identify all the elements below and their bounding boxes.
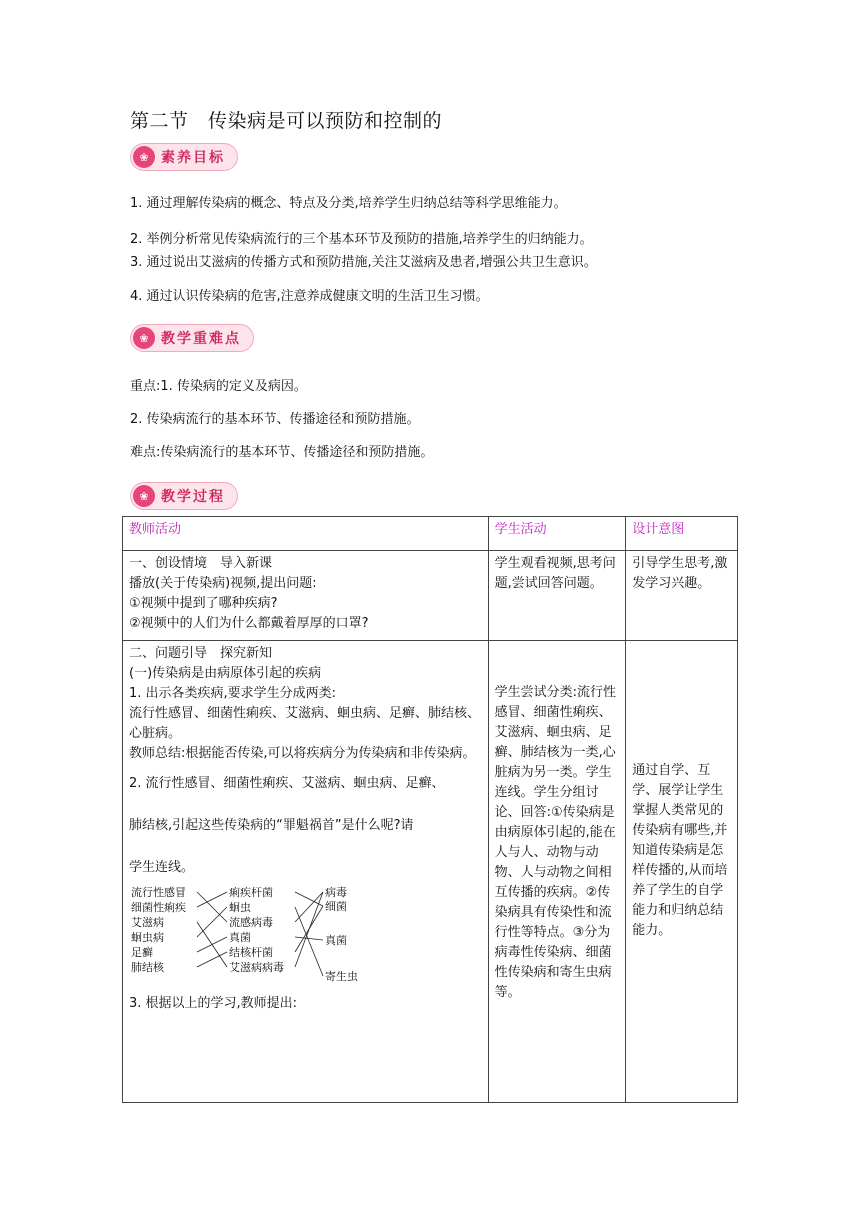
disease-label: 细菌性痢疾 [131,901,186,914]
pathogen-label: 真菌 [229,931,251,944]
teacher-line: ②视频中的人们为什么都戴着厚厚的口罩? [129,616,369,631]
pathogen-label: 结核杆菌 [229,946,273,959]
disease-label: 流行性感冒 [131,886,186,899]
pathogen-type-label: 真菌 [325,934,347,947]
lesson-table [122,516,738,1103]
teacher-line: 播放(关于传染病)视频,提出问题: [129,576,317,591]
teacher-line: 教师总结:根据能否传染,可以将疾病分为传染病和非传染病。 [129,746,476,761]
section-badge-process [130,482,238,510]
lotus-icon: ❀ [133,485,155,507]
table-row [123,641,738,1103]
matching-diagram [129,884,369,984]
lotus-icon: ❀ [133,146,155,168]
teacher-line: 二、问题引导 探究新知 [129,646,273,661]
pathogen-label: 艾滋病病毒 [229,961,284,974]
disease-label: 艾滋病 [131,916,164,929]
teacher-line: 学生连线。 [129,860,195,875]
teacher-line: 流行性感冒、细菌性痢疾、艾滋病、蛔虫病、足癣、肺结核、心脏病。 [129,706,481,741]
disease-label: 肺结核 [131,961,164,974]
goal-line: 3. 通过说出艾滋病的传播方式和预防措施,关注艾滋病及患者,增强公共卫生意识。 [130,255,597,270]
teacher-line: 一、创设情境 导入新课 [129,556,273,571]
pathogen-label: 蛔虫 [229,901,251,914]
intent-cell: 通过自学、互学、展学让学生掌握人类常见的传染病有哪些,并知道传染病是怎样传播的,从而培养了学生的自学能力和归纳总结能力。 [626,641,738,1103]
teacher-cell [123,551,489,641]
teacher-line: 1. 出示各类疾病,要求学生分成两类: [129,686,337,701]
section-badge-key [130,324,254,352]
match-line [197,892,227,907]
match-line [197,892,227,922]
table-row [123,551,738,641]
intent-cell: 引导学生思考,激发学习兴趣。 [626,551,738,641]
disease-label: 蛔虫病 [131,931,164,944]
disease-label: 足癣 [131,946,153,959]
pathogen-type-label: 病毒 [325,886,347,899]
teacher-line: 2. 流行性感冒、细菌性痢疾、艾滋病、蛔虫病、足癣、 [129,776,445,791]
section-badge-goals [130,143,238,171]
pathogen-label: 痢疾杆菌 [229,886,273,899]
teacher-line: ①视频中提到了哪种疾病? [129,596,278,611]
teacher-cell [123,641,489,1103]
key-point-line: 重点:1. 传染病的定义及病因。 [130,379,307,394]
student-cell: 学生观看视频,思考问题,尝试回答问题。 [488,551,626,641]
pathogen-label: 流感病毒 [229,916,273,929]
teacher-line: (一)传染病是由病原体引起的疾病 [129,666,322,681]
page-title: 第二节 传染病是可以预防和控制的 [130,110,443,132]
header-student: 学生活动 [488,517,626,551]
header-teacher: 教师活动 [123,517,489,551]
match-line [295,892,323,967]
match-line [197,907,227,937]
student-cell: 学生尝试分类:流行性感冒、细菌性痢疾、艾滋病、蛔虫病、足癣、肺结核为一类,心脏病为另一类。学生连线。学生分组讨论、回答:①传染病是由病原体引起的,能在人与人、动物与动物、人与动物之间相互传播的疾病。②传染病具有传染性和流行性等特点。③分为病毒性传染病、细菌性传染病和寄生虫病等。 [488,641,626,1103]
goal-line: 2. 举例分析常见传染病流行的三个基本环节及预防的措施,培养学生的归纳能力。 [130,232,593,247]
section-label: 素养目标 [161,150,225,166]
teacher-line: 肺结核,引起这些传染病的“罪魁祸首”是什么呢?请 [129,818,414,833]
header-intent: 设计意图 [626,517,738,551]
goal-line: 4. 通过认识传染病的危害,注意养成健康文明的生活卫生习惯。 [130,289,489,304]
lotus-icon: ❀ [133,327,155,349]
table-header-row [123,517,738,551]
goal-line: 1. 通过理解传染病的概念、特点及分类,培养学生归纳总结等科学思维能力。 [130,196,567,211]
match-line [295,892,323,922]
match-line [197,937,227,952]
teacher-line: 3. 根据以上的学习,教师提出: [129,996,298,1011]
match-line [295,937,323,940]
pathogen-type-label: 细菌 [325,900,347,913]
match-line [197,952,227,967]
section-label: 教学重难点 [161,331,241,347]
pathogen-type-label: 寄生虫 [325,970,358,983]
key-point-line: 难点:传染病流行的基本环节、传播途径和预防措施。 [130,445,434,460]
section-label: 教学过程 [161,489,225,505]
key-point-line: 2. 传染病流行的基本环节、传播途径和预防措施。 [130,412,420,427]
